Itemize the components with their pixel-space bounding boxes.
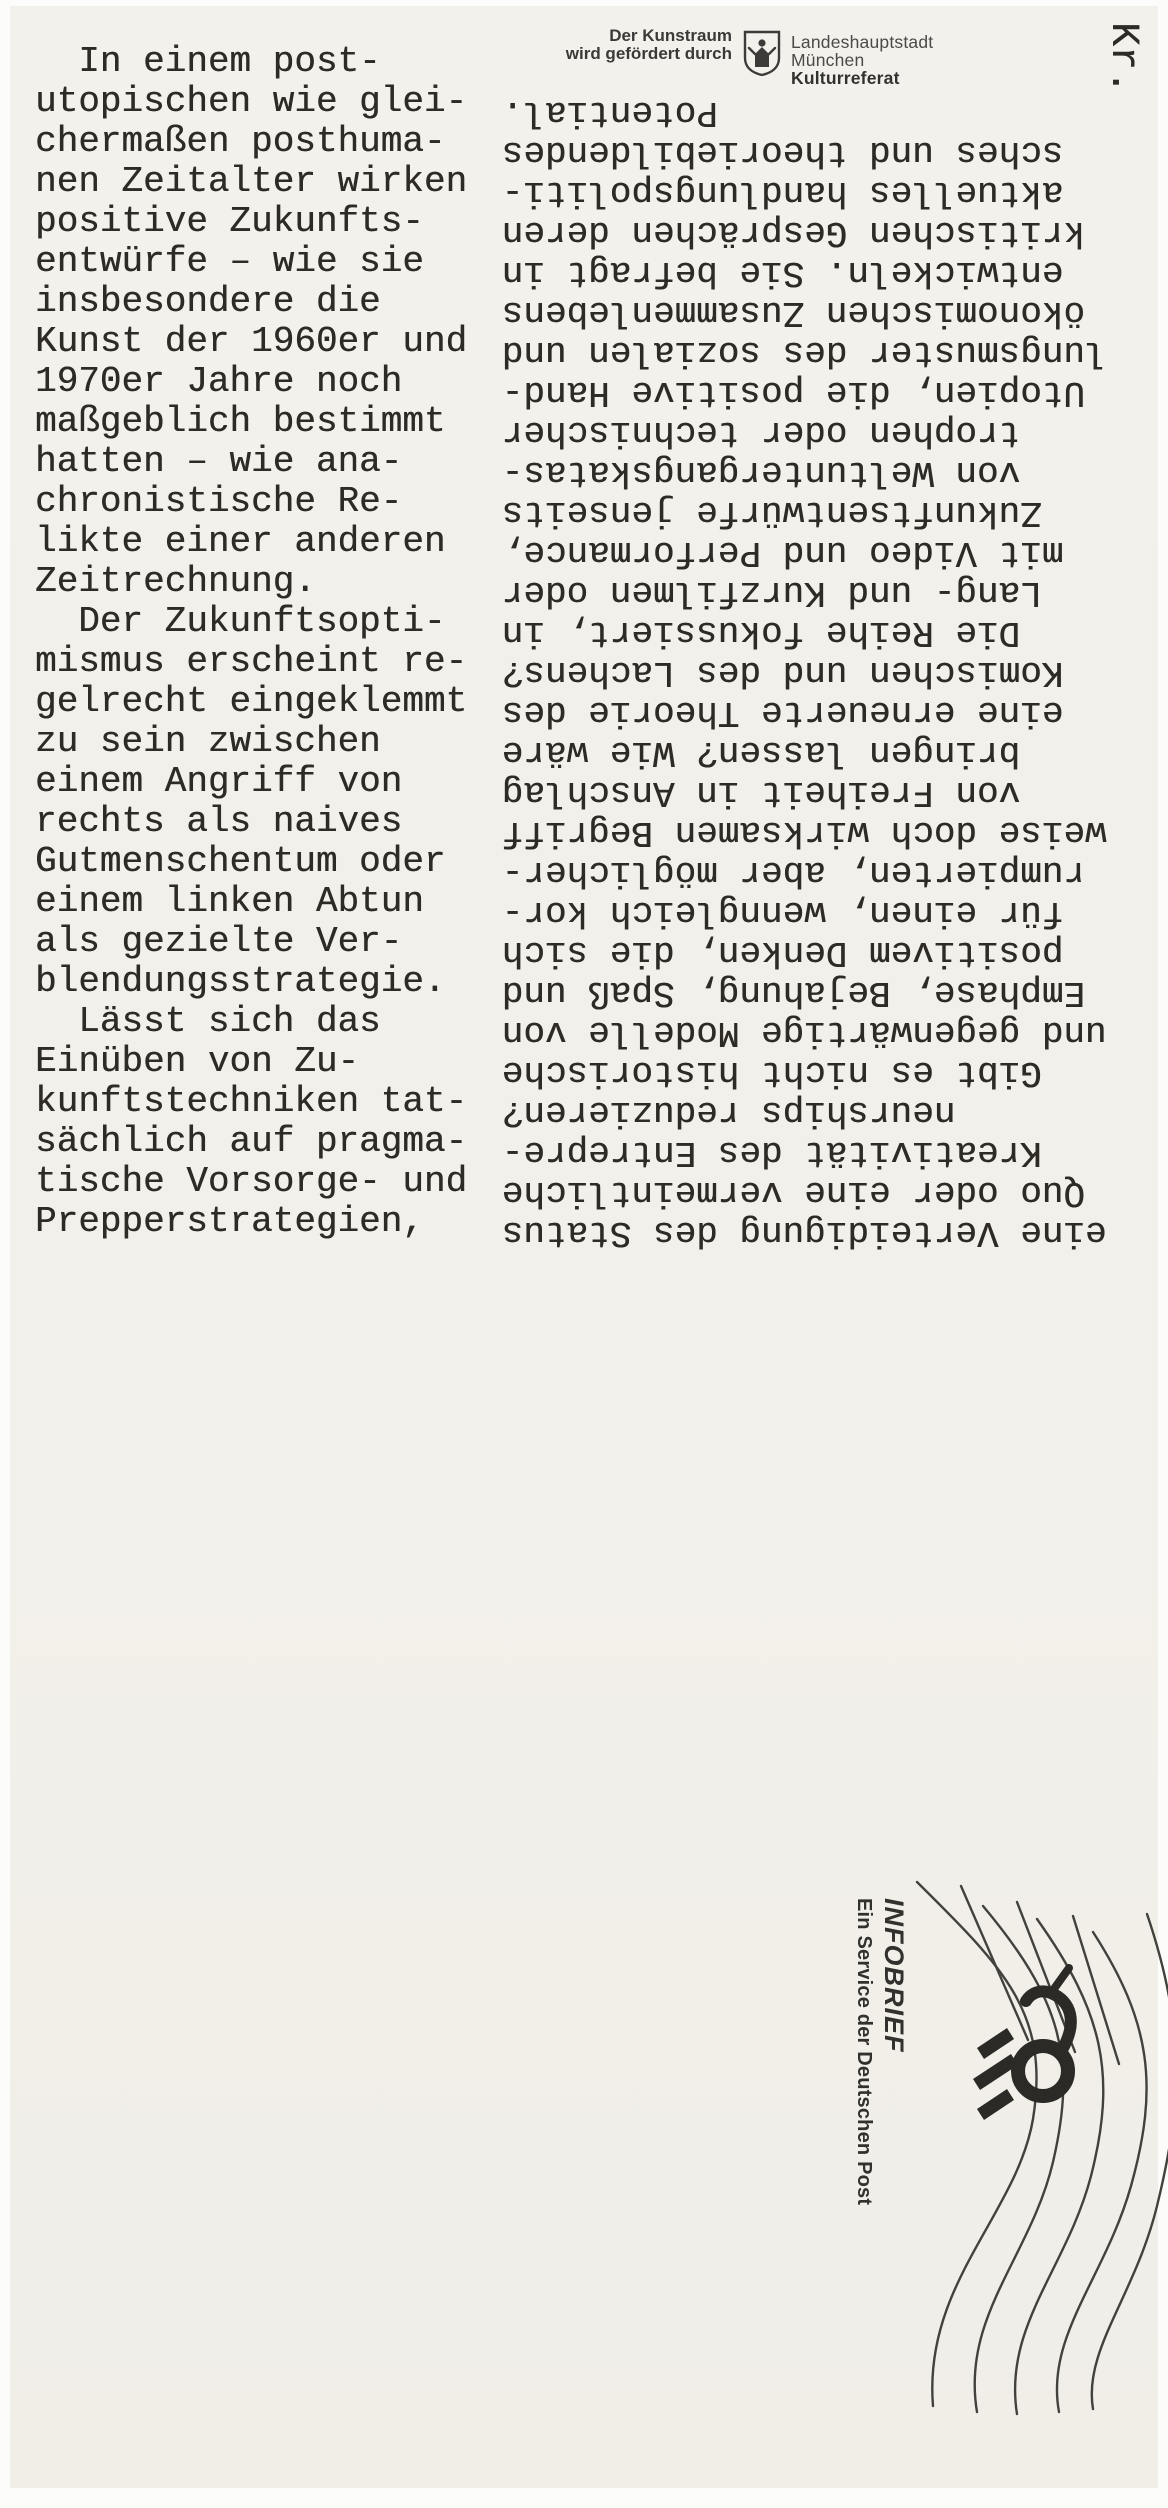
text-line: Zeitrechnung. xyxy=(35,561,316,602)
text-line: rechts als naives xyxy=(35,801,403,842)
text-line: zu sein zwischen xyxy=(35,721,381,762)
text-line: kritischen Gesprächen deren xyxy=(502,212,1086,253)
posthorn-icon xyxy=(973,1968,1071,2120)
text-line: maßgeblich bestimmt xyxy=(35,401,446,442)
paper-sheet xyxy=(10,6,1158,2488)
text-line: Kreativität des Entrepre- xyxy=(502,1132,1043,1173)
text-line: sches und theoriebildendes xyxy=(502,132,1064,173)
text-line: Quo oder eine vermeintliche xyxy=(502,1172,1086,1213)
text-line: ökonomischen Zusammenlebens xyxy=(502,292,1086,333)
text-line: Gutmenschentum oder xyxy=(35,841,446,882)
text-line: weise doch wirksamen Begriff xyxy=(502,812,1107,853)
funding-credit xyxy=(480,27,732,63)
text-line: gelrecht eingeklemmt xyxy=(35,681,468,722)
text-line: insbesondere die xyxy=(35,281,381,322)
text-line: Der Zukunftsopti- xyxy=(35,601,446,642)
corner-mark-kr xyxy=(1100,22,1144,102)
text-line: lungsmuster des sozialen und xyxy=(502,332,1107,373)
text-line: Gibt es nicht historische xyxy=(502,1052,1043,1093)
text-line: entwürfe – wie sie xyxy=(35,241,424,282)
munich-coat-of-arms-icon xyxy=(743,30,781,76)
text-line: einem Angriff von xyxy=(35,761,403,802)
text-line: 1970er Jahre noch xyxy=(35,361,403,402)
infobrief-title: INFOBRIEF xyxy=(879,1898,909,2053)
text-line: positive Zukunfts- xyxy=(35,201,424,242)
text-line: Emphase, Bejahung, Spaß und xyxy=(502,972,1086,1013)
funding-line-2: wird gefördert durch xyxy=(565,44,732,63)
text-line: einem linken Abtun xyxy=(35,881,424,922)
authority-name xyxy=(791,33,933,87)
text-line: Potential. xyxy=(502,92,719,133)
text-line: Zukunftsentwürfe jenseits xyxy=(502,492,1043,533)
text-line: Kunst der 1960er und xyxy=(35,321,468,362)
authority-line-3: Kulturreferat xyxy=(791,68,900,88)
text-line: von Freiheit in Anschlag xyxy=(502,772,1021,813)
text-line: Lässt sich das xyxy=(35,1001,381,1042)
text-line: chronistische Re- xyxy=(35,481,403,522)
text-line: mismus erscheint re- xyxy=(35,641,468,682)
text-line: nen Zeitalter wirken xyxy=(35,161,468,202)
corner-mark-text: Kr. xyxy=(1100,22,1145,95)
text-line: neurships reduzieren? xyxy=(502,1092,956,1133)
text-line: eine erneuerte Theorie des xyxy=(502,692,1064,733)
text-line: als gezielte Ver- xyxy=(35,921,403,962)
text-line: Lang- und Kurzfilmen oder xyxy=(502,572,1043,613)
text-line: sächlich auf pragma- xyxy=(35,1121,468,1162)
text-line: tische Vorsorge- und xyxy=(35,1161,468,1202)
text-line: likte einer anderen xyxy=(35,521,446,562)
text-line: Die Reihe fokussiert, in xyxy=(502,612,1021,653)
text-line: Komischen und des Lachens? xyxy=(502,652,1064,693)
text-line: chermaßen posthuma- xyxy=(35,121,446,162)
typewriter-column-upright xyxy=(35,42,467,1242)
text-line: hatten – wie ana- xyxy=(35,441,403,482)
typewriter-column-rotated xyxy=(502,92,1114,1252)
authority-line-1: Landeshauptstadt xyxy=(791,32,934,52)
text-line: trophen oder technischer xyxy=(502,412,1021,453)
funding-line-1: Der Kunstraum xyxy=(609,26,732,45)
text-line: bringen lassen? Wie wäre xyxy=(502,732,1021,773)
text-line: In einem post- xyxy=(35,41,381,82)
text-line: entwickeln. Sie befragt in xyxy=(502,252,1064,293)
postmark-cancellation-waves xyxy=(865,1864,1168,2424)
text-line: für einen, wenngleich kor- xyxy=(502,892,1064,933)
infobrief-subtitle: Ein Service der Deutschen Post xyxy=(853,1898,875,2206)
text-line: eine Verteidigung des Status xyxy=(502,1212,1107,1253)
text-line: Utopien, die positive Hand- xyxy=(502,372,1086,413)
text-line: rumpierten, aber möglicher- xyxy=(502,852,1086,893)
infobrief-label xyxy=(830,1898,910,2238)
text-line: positivem Denken, die sich xyxy=(502,932,1064,973)
text-line: mit Video und Performance, xyxy=(502,532,1064,573)
authority-line-2: München xyxy=(791,50,865,70)
text-line: Prepperstrategien, xyxy=(35,1201,424,1242)
text-line: und gegenwärtige Modelle von xyxy=(502,1012,1107,1053)
text-line: kunftstechniken tat- xyxy=(35,1081,468,1122)
text-line: von Weltuntergangskatas- xyxy=(502,452,1021,493)
text-line: utopischen wie glei- xyxy=(35,81,468,122)
text-line: aktuelles handlungspoliti- xyxy=(502,172,1064,213)
text-line: Einüben von Zu- xyxy=(35,1041,360,1082)
text-line: blendungsstrategie. xyxy=(35,961,446,1002)
